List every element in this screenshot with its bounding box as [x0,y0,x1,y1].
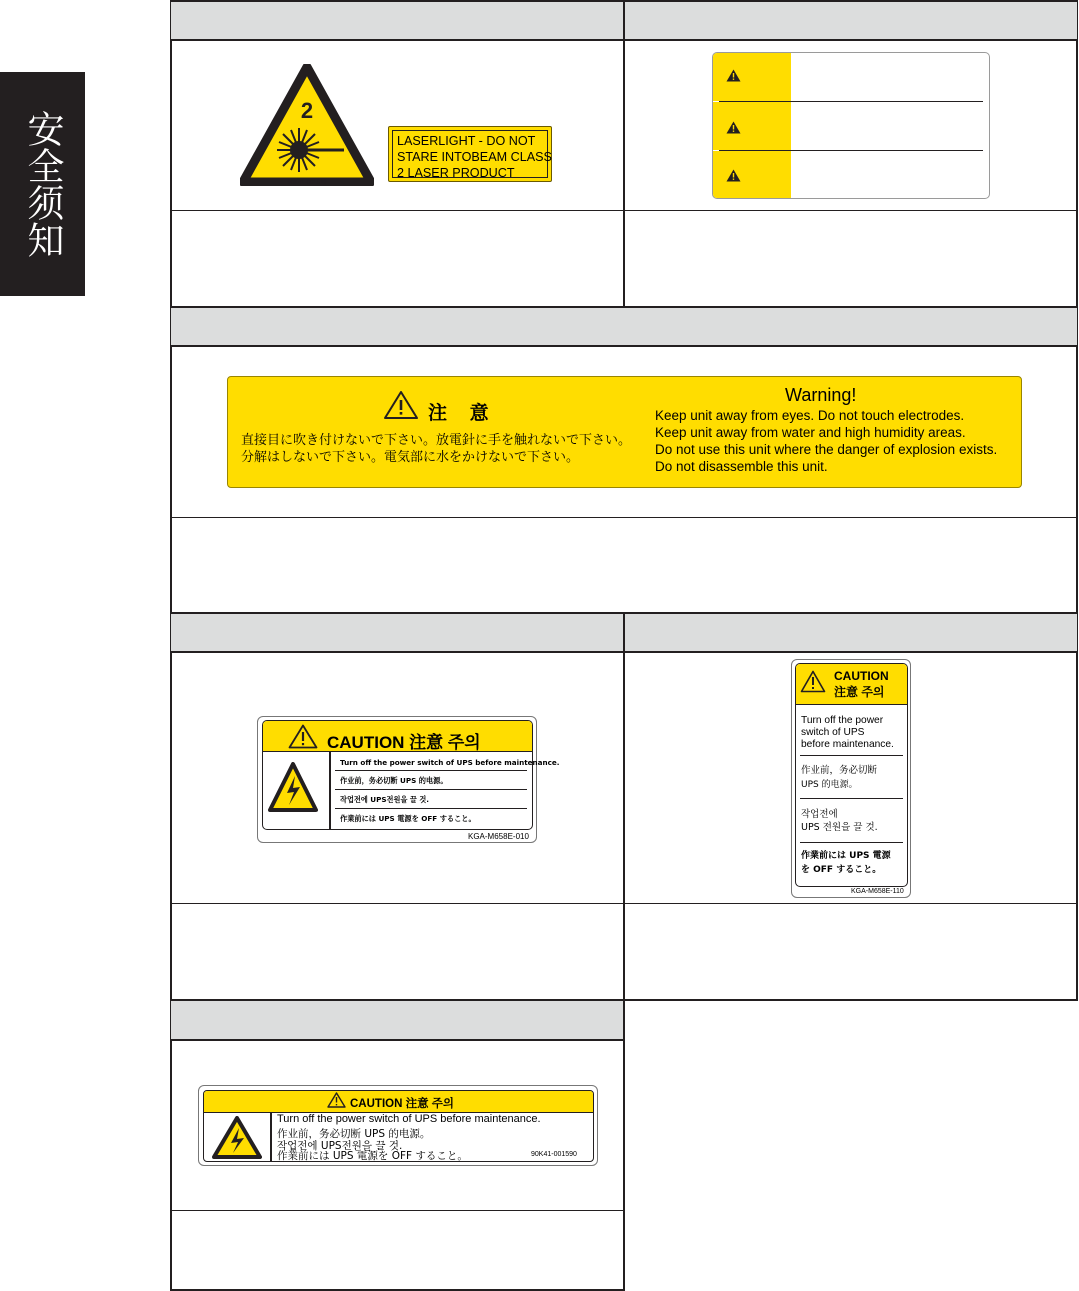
caution-jp-line: 作業前には UPS 電源 [801,851,891,861]
caution-kr-line: UPS 전원을 끌 것. [801,822,878,833]
caution-kr-line: 작업전에 [801,809,838,820]
laser-text-line: STARE INTOBEAM CLASS [397,150,552,164]
caution-title: CAUTION 注意 주의 [327,733,481,752]
section-side-tab [0,72,85,296]
caution-text-line: 作业前，务必切断 UPS 的电源。 [340,776,448,785]
warning-triangle-icon [726,121,741,134]
caution-en-line: switch of UPS [801,727,865,738]
signal-row-caution [713,151,791,199]
label-part-code: KGA-M658E-010 [468,832,529,841]
warning-triangle-icon [383,390,419,420]
caution-text-line: 작업전에 UPS전원을 끌 것. [277,1140,403,1152]
table-right-border [1076,0,1078,1001]
divider [170,210,1078,211]
warning-jp-line: 直接目に吹き付けないで下さい。放電針に手を触れないで下さい。 [241,433,632,448]
electric-shock-icon [212,1116,262,1160]
caution-title: CAUTION 注意 주의 [350,1098,454,1110]
divider [170,1210,625,1211]
caution-text-line: 작업전에 UPS전원을 끌 것. [340,795,430,804]
warning-triangle-icon [288,724,318,749]
electric-shock-icon [268,762,318,814]
caution-jp-line: を OFF すること。 [801,865,882,875]
divider [719,101,983,102]
divider [800,842,903,843]
warning-triangle-icon [726,169,741,182]
divider [335,770,527,771]
caution-cn-line: 作业前，务必切断 [801,765,878,776]
laser-warning-icon [240,64,374,186]
laser-text-line: LASERLIGHT - DO NOT [397,134,536,148]
caution-cn-line: UPS 的电源。 [801,780,858,790]
label-part-code: KGA-M658E-110 [851,888,904,895]
divider [800,798,903,799]
warning-triangle-icon [726,69,741,82]
divider [170,517,1078,518]
caution-text-line: 作业前，务必切断 UPS 的电源。 [277,1128,431,1140]
signal-row-warning [713,102,791,150]
caution-en-line: before maintenance. [801,739,894,750]
signal-word-label [712,52,990,199]
signal-row-danger [713,53,791,101]
caution-text-line: Turn off the power switch of UPS before maintenance. [340,758,560,767]
laser-text-line: 2 LASER PRODUCT [397,166,515,180]
warning-en-line: Do not disassemble this unit. [655,459,828,474]
caution-text-line: 作業前には UPS 電源を OFF すること。 [277,1150,468,1162]
table-header-row-4 [171,1001,623,1039]
laser-text-label [388,126,552,182]
divider [270,1112,272,1161]
divider [170,903,1078,904]
divider [170,345,1078,347]
warning-triangle-icon [800,670,826,693]
laser-label-code: 90K41-001810 [287,180,327,186]
divider [170,1039,625,1041]
warning-jp-title: 注 意 [428,402,497,424]
column-divider [623,0,625,307]
warning-jp-line: 分解はしないで下さい。電気部に水をかけないで下さい。 [241,450,580,465]
table-header-row-2 [171,308,1077,346]
caution-title: CAUTION [834,669,889,683]
divider [800,755,903,756]
warning-triangle-icon [327,1092,346,1108]
warning-en-line: Keep unit away from eyes. Do not touch electrodes. [655,408,965,423]
column-divider [623,612,625,1291]
caution-title: 注意 주의 [834,685,885,699]
warning-en-line: Keep unit away from water and high humidity areas. [655,425,966,440]
caution-text-line: 作業前には UPS 電源を OFF すること。 [340,814,476,823]
laser-class-number: 2 [300,98,314,123]
caution-text-line: Turn off the power switch of UPS before maintenance. [277,1113,541,1125]
divider [329,751,331,829]
divider [335,808,527,809]
divider [719,150,983,151]
warning-en-title: Warning! [785,385,857,405]
warning-en-line: Do not use this unit where the danger of explosion exists. [655,442,998,457]
side-tab-label: 安全须知 [21,110,64,258]
label-part-code: 90K41-001590 [531,1151,577,1158]
divider [335,789,527,790]
caution-en-line: Turn off the power [801,715,884,726]
